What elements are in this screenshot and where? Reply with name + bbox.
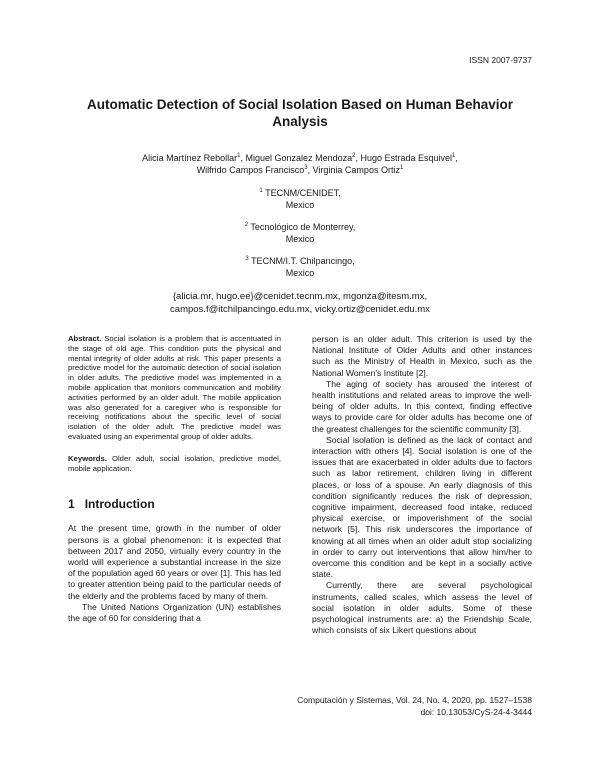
abstract-label: Abstract.: [68, 334, 102, 343]
author-name: Alicia Martínez Rebollar: [142, 153, 238, 163]
keywords-text: Older adult, social isolation, predictive model, mobile application.: [68, 453, 281, 473]
author-name: Hugo Estrada Esquivel: [360, 153, 453, 163]
affil-number: 1: [259, 188, 263, 194]
paragraph: The United Nations Organization (UN) establishes the age of 60 for considering that a: [68, 601, 281, 623]
affil-number: 3: [245, 256, 249, 262]
journal-citation: Computación y Sistemas, Vol. 24, No. 4, 2020, pp. 1527–1538: [297, 695, 532, 705]
affil-country: Mexico: [285, 234, 315, 244]
keywords-label: Keywords.: [68, 453, 107, 463]
abstract: [68, 334, 281, 442]
affil-name: Tecnológico de Monterrey,: [250, 222, 356, 232]
paragraph: The aging of society has aroused the interest of health institutions and related areas to improve the well-being of older adults. In this context, finding effective ways to provide care for older adults has become one of the greatest challenges for the scientific community [3].: [312, 378, 532, 434]
paragraph: person is an older adult. This criterion is used by the National Institute of Older Adults and other instances such as the Ministry of Health in Mexico, such as the National Women's Institute [2].: [312, 334, 532, 378]
right-column: [312, 334, 532, 636]
author-affil-mark: 1: [452, 153, 456, 159]
author-list: [60, 152, 540, 176]
issn-header: ISSN 2007-9737: [469, 55, 532, 65]
affil-number: 2: [244, 222, 249, 228]
section-title: Introduction: [84, 497, 155, 512]
author-affil-mark: 1: [237, 153, 241, 159]
author-name: Wilfrido Campos Francisco: [196, 165, 305, 175]
email-line-1: {alicia.mr, hugo.ee}@cenidet.tecnm.mx, mgonza@itesm.mx,: [172, 291, 428, 302]
author-name: Virginia Campos Ortiz: [312, 165, 400, 175]
author-affil-mark: 1: [399, 165, 404, 171]
left-column: [68, 334, 281, 624]
doi: doi: 10.13053/CyS-24-4-3444: [420, 707, 532, 717]
affiliation-2: [60, 221, 540, 245]
section-heading-introduction: [68, 497, 281, 511]
paper-title: Automatic Detection of Social Isolation Based on Human Behavior Analysis: [86, 97, 514, 129]
author-affil-mark: 3: [304, 165, 308, 171]
affil-country: Mexico: [285, 200, 315, 210]
author-emails: [60, 290, 540, 316]
paragraph: Social isolation is defined as the lack of contact and interaction with others [4]. Social isolation is one of the issues that are exacerbated in older adults due to factors such as labor retirement, children living in different places, or loss of a spouse. An early diagnosis of this condition significantly reduces the risk of depression, cognitive impairment, decreased food intake, reduced physical exercise, or impoverishment of the social network [5]. This risk underscores the importance of knowing at all times when an older adult stop socializing in order to carry out interventions that allow him/her to overcome this condition and be kept in a socially active state.: [312, 434, 532, 580]
author-line-1: Alicia Martínez Rebollar$^1$, Miguel Gonzalez Mendoza$^2$, Hugo Estrada Esquivel$^1$,: [142, 153, 458, 163]
affil-name: TECNM/CENIDET,: [265, 188, 341, 198]
affiliation-3: [60, 255, 540, 279]
author-name: Miguel Gonzalez Mendoza: [245, 153, 353, 163]
affiliation-1: [60, 187, 540, 211]
keywords: [68, 454, 281, 474]
page-footer: [297, 694, 532, 718]
author-line-2: Wilfrido Campos Francisco$^3$, Virginia Campos Ortiz$^1$: [196, 165, 404, 175]
author-affil-mark: 2: [352, 153, 356, 159]
paragraph: At the present time, growth in the number of older persons is a global phenomenon: it is expected that between 2017 and 2050, virtually every country in the world will experience a substantial increase in the size of the population aged 60 years or over [1]. This has led to greater attention being paid to the particular needs of the elderly and the problems faced by many of them.: [68, 523, 281, 601]
email-line-2: campos.f@itchilpancingo.edu.mx, vicky.ortiz@cenidet.edu.mx: [170, 304, 430, 315]
abstract-text: Social isolation is a problem that is accentuated in the stage of old age. This condition puts the physical and mental integrity of older adults at risk. This paper presents a predictive model for the automatic detection of social isolation in older adults. The predictive model was implemented in a mobile application that monitors communication and mobility activities performed by an older adult. The mobile application was also generated for a caregiver who is responsible for receiving notifications about the specific level of social isolation of the older adult. The predictive model was evaluated using an experimental group of older adults.: [68, 334, 281, 441]
affil-country: Mexico: [285, 268, 315, 278]
paragraph: Currently, there are several psychological instruments, called scales, which assess the level of social isolation in older adults. Some of these psychological instruments are: a) the Friendship Scale, which consists of six Likert questions about: [312, 580, 532, 636]
affil-name: TECNM/I.T. Chilpancingo,: [251, 256, 355, 266]
section-number: 1: [68, 497, 75, 512]
